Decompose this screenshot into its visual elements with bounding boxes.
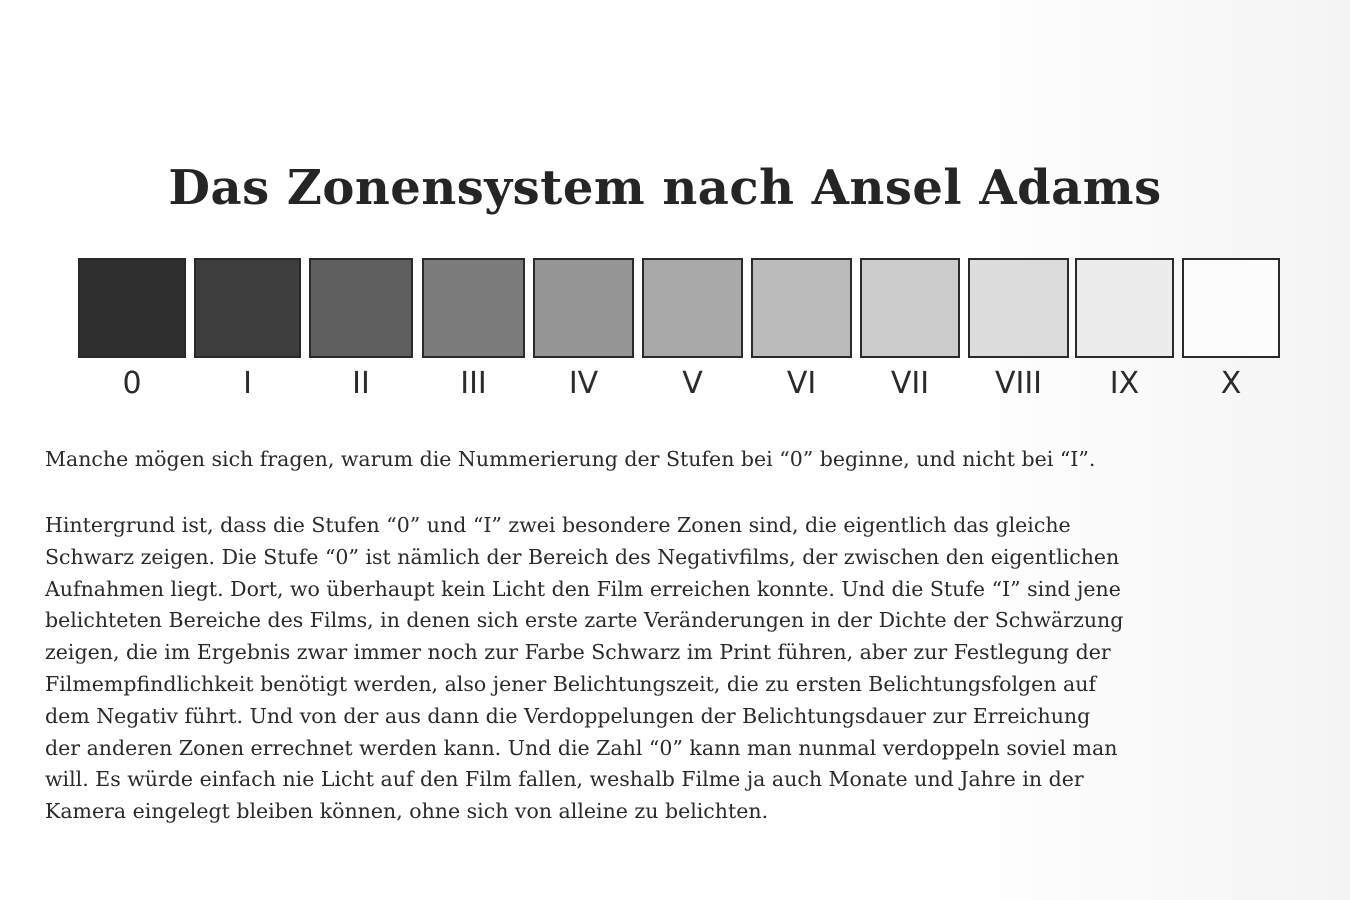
body-line: will. Es würde einfach nie Licht auf den Film fallen, weshalb Filme ja auch Monate und Jahre in der — [45, 767, 1084, 792]
zone-5 — [642, 258, 743, 408]
zone-label: IX — [1109, 366, 1140, 401]
zone-swatch — [1182, 258, 1280, 358]
zone-swatch — [194, 258, 301, 358]
zone-swatch — [860, 258, 960, 358]
body-paragraph — [45, 510, 1335, 828]
zone-swatch — [309, 258, 413, 358]
body-line: der anderen Zonen errechnet werden kann. Und die Zahl “0” kann man nunmal verdoppeln soviel man — [45, 735, 1118, 760]
body-line: Filmempfindlichkeit benötigt werden, also jener Belichtungszeit, die zu ersten Belichtungsfolgen auf — [45, 671, 1097, 696]
body-line: belichteten Bereiche des Films, in denen sich erste zarte Veränderungen in der Dichte der Schwärzung — [45, 608, 1124, 633]
body-line: zeigen, die im Ergebnis zwar immer noch zur Farbe Schwarz im Print führen, aber zur Festlegung der — [45, 640, 1111, 665]
zone-7 — [860, 258, 960, 408]
zone-swatch — [968, 258, 1069, 358]
body-line: Schwarz zeigen. Die Stufe “0” ist nämlich der Bereich des Negativfilms, der zwischen den eigentlichen — [45, 544, 1120, 569]
zone-1 — [194, 258, 301, 408]
zone-swatch — [1075, 258, 1174, 358]
body-line: Kamera eingelegt bleiben können, ohne sich von alleine zu belichten. — [45, 799, 769, 824]
body-line: Aufnahmen liegt. Dort, wo überhaupt kein Licht den Film erreichen konnte. Und die Stufe “I” sind jene — [45, 576, 1121, 601]
body-line: Hintergrund ist, dass die Stufen “0” und “I” zwei besondere Zonen sind, die eigentlich das gleiche — [45, 513, 1071, 537]
intro-paragraph: Manche mögen sich fragen, warum die Nummerierung der Stufen bei “0” beginne, und nicht bei “I”. — [45, 447, 1096, 471]
zone-swatch — [78, 258, 186, 358]
zone-label: II — [352, 366, 370, 401]
page-title: Das Zonensystem nach Ansel Adams — [168, 160, 1162, 217]
zone-8 — [968, 258, 1069, 408]
zone-3 — [422, 258, 525, 408]
body-line: dem Negativ führt. Und von der aus dann die Verdoppelungen der Belichtungsdauer zur Erreichung — [45, 703, 1091, 728]
zone-label: VIII — [994, 366, 1043, 401]
zone-scale — [78, 258, 1282, 408]
zone-9 — [1075, 258, 1174, 408]
zone-4 — [533, 258, 634, 408]
zone-label: VII — [890, 366, 930, 401]
zone-swatch — [533, 258, 634, 358]
zone-swatch — [422, 258, 525, 358]
zone-6 — [751, 258, 852, 408]
zone-label: 0 — [122, 366, 142, 401]
zone-label: I — [243, 366, 252, 401]
zone-swatch — [642, 258, 743, 358]
zone-label: III — [460, 366, 487, 401]
zone-2 — [309, 258, 413, 408]
zone-0 — [78, 258, 186, 408]
zone-label: IV — [568, 366, 599, 401]
zone-label: V — [682, 366, 703, 401]
zone-swatch — [751, 258, 852, 358]
zone-label: VI — [786, 366, 817, 401]
zone-label: X — [1220, 366, 1242, 401]
zone-10 — [1182, 258, 1280, 408]
